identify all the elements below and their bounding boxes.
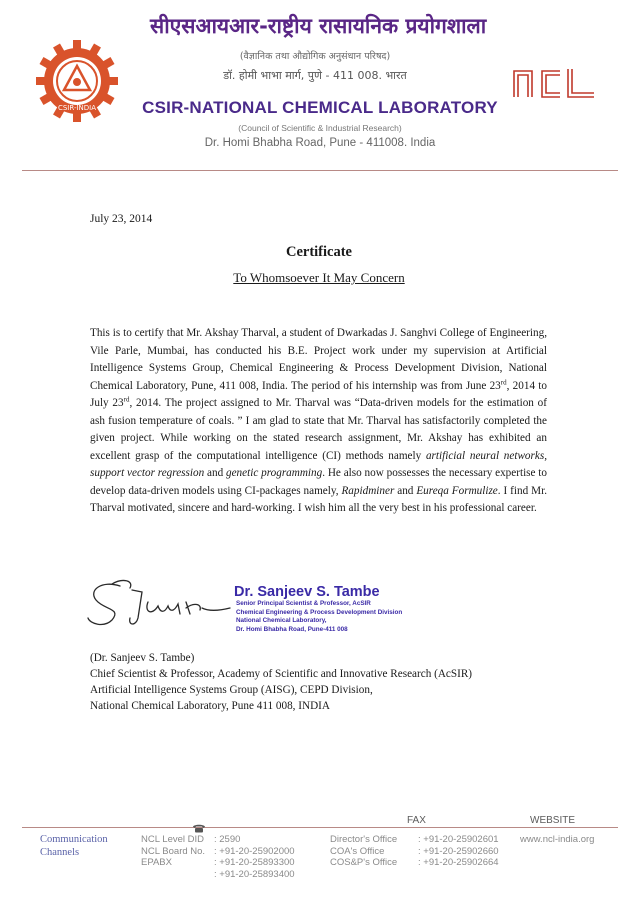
stamp-line: Dr. Homi Bhabha Road, Pune-411 008: [236, 625, 348, 633]
english-address: Dr. Homi Bhabha Road, Pune - 411008. India: [204, 137, 436, 149]
hindi-title: सीएसआयआर-राष्ट्रीय रासायनिक प्रयोगशाला: [150, 14, 487, 38]
fax-row: Director's Office : +91-20-25902601: [330, 834, 499, 845]
fax-list: [330, 834, 499, 869]
fax-row: COS&P's Office : +91-20-25902664: [330, 857, 499, 869]
csir-seal-logo: [34, 38, 120, 124]
signatory-address: National Chemical Laboratory, Pune 411 008, INDIA: [90, 700, 330, 712]
phone-row: NCL Board No. : +91-20-25902000: [141, 845, 295, 857]
handwritten-signature: [82, 572, 232, 632]
phone-row: NCL Level DID : 2590: [141, 834, 241, 845]
letter-date: July 23, 2014: [90, 213, 153, 225]
phone-list: [141, 834, 295, 880]
signatory-group: Artificial Intelligence Systems Group (AISG), CEPD Division,: [90, 684, 373, 696]
english-subtitle: (Council of Scientific & Industrial Research): [238, 123, 402, 133]
signatory-block: [90, 650, 550, 714]
ncl-logo-text: ncl: [552, 99, 556, 101]
stamp-name: Dr. Sanjeev S. Tambe: [234, 584, 380, 600]
certificate-subtitle: To Whomsoever It May Concern: [233, 270, 405, 285]
signatory-name: (Dr. Sanjeev S. Tambe): [90, 652, 195, 664]
certificate-title: Certificate: [285, 244, 352, 260]
phone-row: : +91-20-25893400: [214, 868, 295, 880]
hindi-subtitle: (वैज्ञानिक तथा औद्योगिक अनुसंधान परिषद): [239, 51, 391, 62]
fax-row: COA's Office : +91-20-25902660: [330, 845, 499, 857]
stamp-line: Chemical Engineering & Process Development Division: [236, 608, 403, 616]
certificate-body: This is to certify that Mr. Akshay Tharval, a student of Dwarkadas J. Sanghvi College of Engineering, Vile Parle, Mumbai, has conducted his B.E. Project work under my supervision at Artificial Intelligence Systems Group, Chemical Engineering & Process Development Division, National Chemical Laboratory, Pune, 411 008, India. The period of his internship was from June 23rd, 2014 to July 23rd, 2014. The project assigned to Mr. Tharval was “Data-driven models for the estimation of ash fusion temperature of coals. ” I am glad to state that Mr. Tharval has satisfactorily completed the given project. While working on the stated research assignment, Mr. Akshay has exhibited an excellent grasp of the computational intelligence (CI) methods namely artificial neural networks, support vector regression and genetic programming. He also now possesses the necessary expertise to develop data-driven models using CI-packages namely, Rapidminer and Eureqa Formulize. I find Mr. Tharval motivated, sincere and hard-working. I wish him all the very best in his professional career.: [90, 327, 548, 514]
website-label: WEBSITE: [530, 815, 576, 826]
hindi-address: डॉ. होमी भाभा मार्ग, पुणे - 411 008. भारत: [223, 69, 407, 82]
official-stamp: [234, 584, 474, 634]
telephone-icon: [192, 823, 206, 833]
fax-label: FAX: [407, 815, 426, 826]
header-divider: [22, 170, 618, 171]
signatory-title: Chief Scientist & Professor, Academy of Scientific and Innovative Research (AcSIR): [90, 668, 473, 680]
stamp-line: National Chemical Laboratory,: [236, 617, 327, 625]
english-title: CSIR-NATIONAL CHEMICAL LABORATORY: [142, 98, 498, 117]
communication-channels-title: Communication Channels: [40, 834, 108, 858]
seal-text: CSIR-INDIA: [57, 104, 97, 112]
footer-divider: [22, 827, 618, 828]
website-link[interactable]: www.ncl-india.org: [520, 834, 595, 845]
phone-row: EPABX : +91-20-25893300: [141, 857, 295, 869]
ncl-logo: [510, 65, 598, 101]
stamp-line: Senior Principal Scientist & Professor, AcSIR: [236, 600, 371, 607]
